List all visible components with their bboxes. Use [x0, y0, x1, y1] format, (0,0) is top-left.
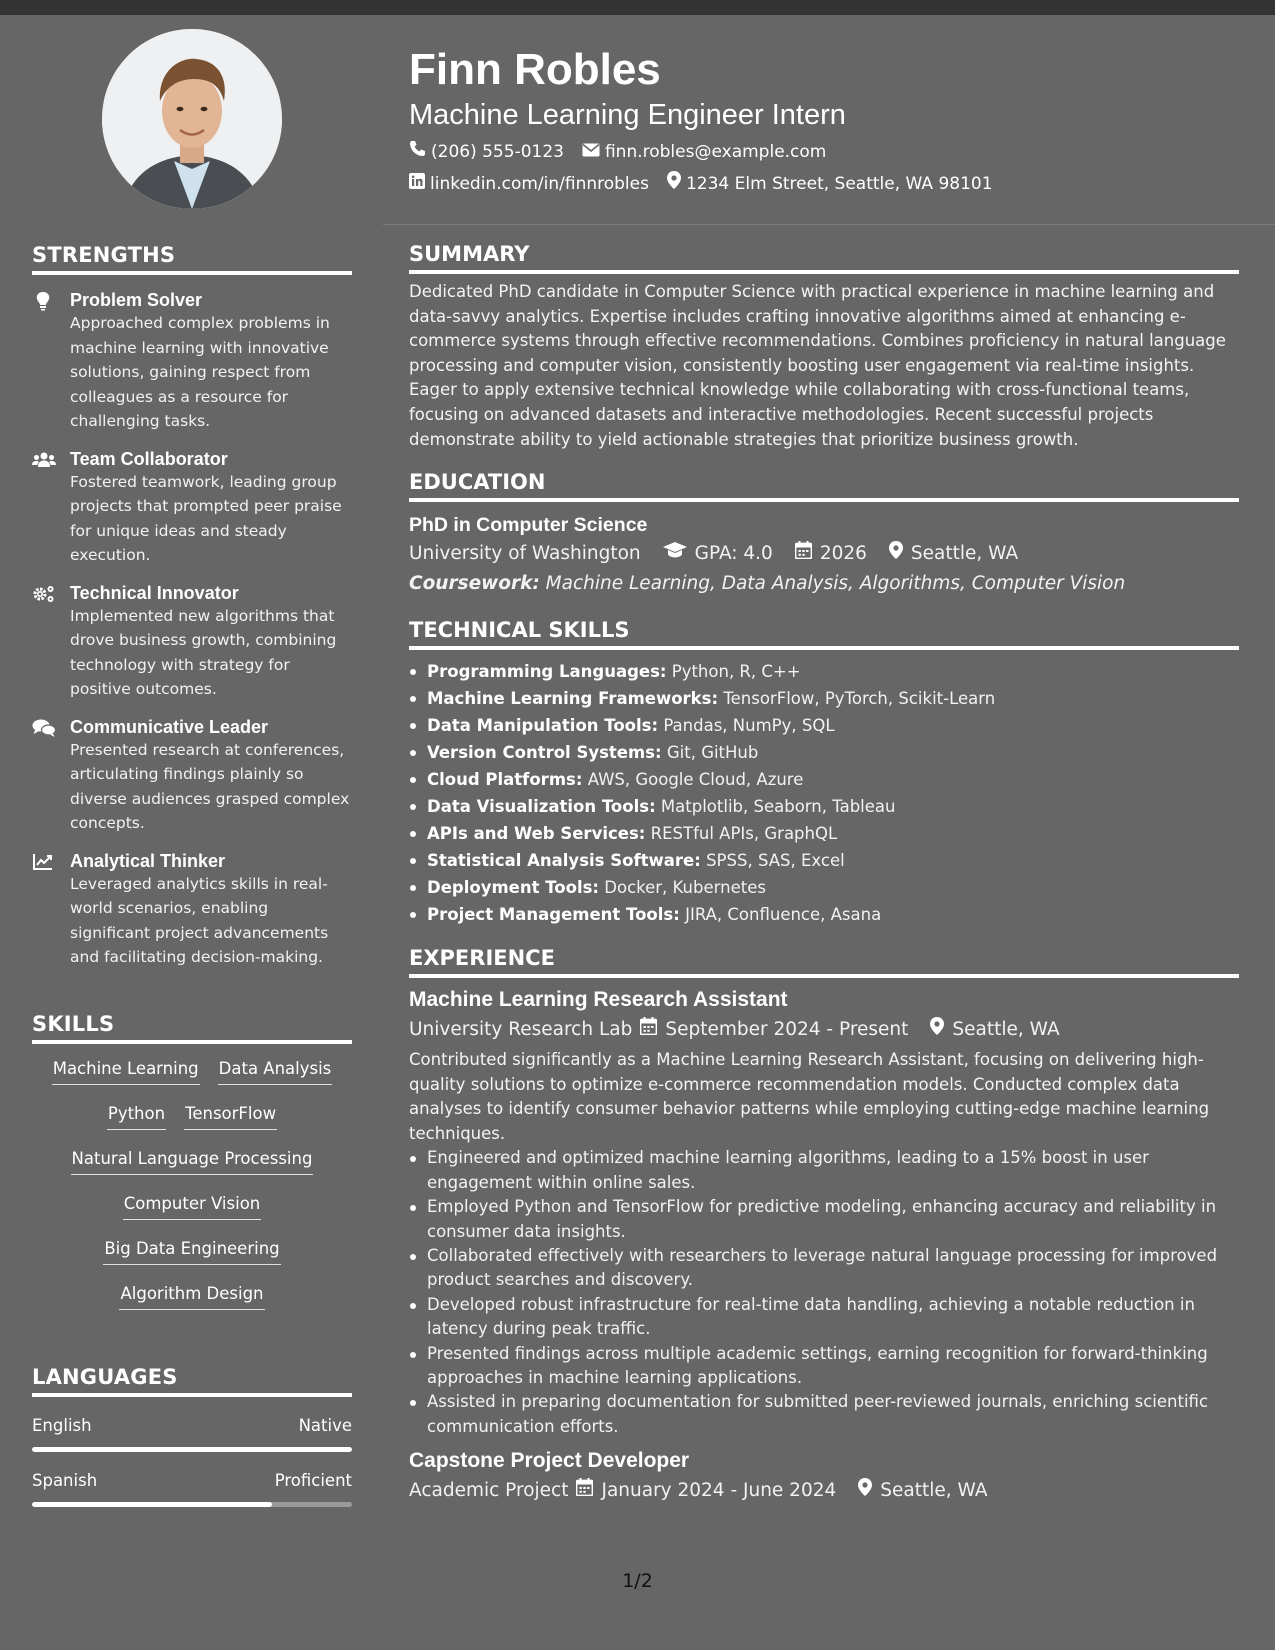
skill-values: Git, GitHub: [666, 743, 759, 762]
candidate-role: Machine Learning Engineer Intern: [409, 99, 846, 131]
top-bar: [0, 0, 1275, 15]
coursework-list: Machine Learning, Data Analysis, Algorithms, Computer Vision: [545, 573, 1126, 594]
skill-chip: Data Analysis: [218, 1058, 333, 1085]
list-item: [409, 901, 1239, 928]
language-name: Spanish: [32, 1471, 98, 1490]
job-description: Contributed significantly as a Machine Learning Research Assistant, focusing on delivering high-quality solutions to optimize e-commerce recommendation models. Conducted complex data analyses to identify consumer behavior patterns while employing cutting-edge machine learning techniques.: [409, 1050, 1210, 1143]
skill-chip: Natural Language Processing: [71, 1148, 314, 1175]
skill-values: TensorFlow, PyTorch, Scikit-Learn: [723, 689, 996, 708]
strength-description: Implemented new algorithms that drove business growth, combining technology with strategy for positive outcomes.: [70, 606, 337, 698]
job-bullets: [409, 1146, 1239, 1439]
header-divider: [383, 224, 1275, 225]
linkedin-text[interactable]: linkedin.com/in/finnrobles: [430, 174, 649, 194]
strengths-section: [32, 243, 352, 970]
skills-row: [32, 1189, 352, 1234]
language-level: Proficient: [274, 1471, 352, 1490]
skills-chips: [32, 1054, 352, 1324]
job-organization: Academic Project: [409, 1480, 569, 1502]
list-item: [409, 793, 1239, 820]
job-organization: University Research Lab: [409, 1019, 633, 1040]
address-contact: [667, 168, 993, 200]
skill-category: Deployment Tools:: [427, 878, 600, 897]
strength-description: Fostered teamwork, leading group projects that prompted peer praise for unique ideas and steady execution.: [70, 472, 342, 564]
skill-values: JIRA, Confluence, Asana: [685, 905, 882, 924]
job-dates: September 2024 - Present: [665, 1019, 909, 1040]
calendar-icon: [576, 1475, 593, 1507]
skills-row: [32, 1234, 352, 1279]
list-item: [409, 658, 1239, 685]
school-name: University of Washington: [409, 543, 641, 564]
list-item: Engineered and optimized machine learning algorithms, leading to a 15% boost in user engagement within online sales.: [409, 1146, 1239, 1195]
coursework-label: Coursework:: [409, 573, 540, 594]
education-section: [409, 470, 1239, 598]
skill-category: Project Management Tools:: [427, 905, 680, 924]
list-item: Developed robust infrastructure for real-time data handling, achieving a notable reduction in latency during peak traffic.: [409, 1293, 1239, 1342]
strength-item: [32, 716, 352, 836]
list-item: Presented findings across multiple academic settings, earning recognition for forward-thinking approaches in machine learning applications.: [409, 1342, 1239, 1391]
linkedin-contact[interactable]: [409, 168, 649, 200]
job-dates: January 2024 - June 2024: [601, 1480, 837, 1502]
list-item: [409, 712, 1239, 739]
degree-title: PhD in Computer Science: [409, 514, 648, 536]
strength-title: Team Collaborator: [70, 448, 228, 469]
skill-category: Programming Languages:: [427, 662, 667, 681]
education-title: EDUCATION: [409, 470, 1239, 502]
skill-category: Version Control Systems:: [427, 743, 662, 762]
strengths-title: STRENGTHS: [32, 243, 352, 275]
map-marker-icon: [667, 168, 681, 200]
graduation-cap-icon: [663, 538, 687, 570]
list-item: [409, 820, 1239, 847]
phone-contact: [409, 136, 564, 168]
skill-chip: Algorithm Design: [119, 1283, 264, 1310]
language-item: [32, 1470, 352, 1507]
resume-header: [409, 40, 1239, 200]
calendar-icon: [640, 1014, 657, 1046]
experience-title: EXPERIENCE: [409, 946, 1239, 978]
list-item: Collaborated effectively with researchers to leverage natural language processing for improved product searches and discovery.: [409, 1244, 1239, 1293]
coursework: [409, 570, 1239, 598]
comments-icon: [32, 718, 56, 738]
skills-row: [32, 1279, 352, 1324]
skill-chip: Big Data Engineering: [103, 1238, 280, 1265]
skills-row: [32, 1144, 352, 1189]
list-item: [409, 874, 1239, 901]
skill-values: Pandas, NumPy, SQL: [663, 716, 835, 735]
list-item: Employed Python and TensorFlow for predictive modeling, enhancing accuracy and reliability in consumer data insights.: [409, 1195, 1239, 1244]
skills-title: SKILLS: [32, 1012, 352, 1044]
gears-icon: [32, 584, 56, 604]
languages-title: LANGUAGES: [32, 1365, 352, 1397]
list-item: [409, 685, 1239, 712]
strength-title: Analytical Thinker: [70, 850, 226, 871]
strength-title: Communicative Leader: [70, 716, 269, 737]
skills-row: [32, 1054, 352, 1099]
chart-line-icon: [32, 852, 56, 872]
skill-category: Data Manipulation Tools:: [427, 716, 659, 735]
skill-category: APIs and Web Services:: [427, 824, 646, 843]
skill-category: Statistical Analysis Software:: [427, 851, 701, 870]
phone-text: (206) 555-0123: [431, 142, 564, 162]
strength-description: Leveraged analytics skills in real-world scenarios, enabling significant project advancements and facilitating decision-making.: [70, 874, 329, 966]
education-meta: [409, 538, 1239, 570]
strength-item: [32, 582, 352, 702]
job-meta: [409, 1475, 1239, 1507]
technical-skills-title: TECHNICAL SKILLS: [409, 618, 1239, 650]
skill-chip: Computer Vision: [123, 1193, 262, 1220]
summary-text: Dedicated PhD candidate in Computer Science with practical experience in machine learning and data-savvy analytics. Expertise includes crafting innovative algorithms aimed at enhancing e-commerce systems through effective recommendations. Combines proficiency in natural language processing and computer vision, consistently boosting user engagement via real-time insights. Eager to apply extensive technical knowledge while collaborating with cross-functional teams, focusing on advanced datasets and interactive methodologies. Recent successful projects demonstrate ability to yield actionable strategies that prioritize business growth.: [409, 282, 1226, 449]
map-marker-icon: [858, 1475, 872, 1507]
list-item: [409, 739, 1239, 766]
skill-category: Data Visualization Tools:: [427, 797, 656, 816]
profile-photo: [102, 29, 282, 209]
job-entry: [409, 986, 1239, 1439]
language-bar: [32, 1447, 352, 1452]
skill-values: Python, R, C++: [671, 662, 801, 681]
strength-item: [32, 850, 352, 970]
skill-category: Machine Learning Frameworks:: [427, 689, 719, 708]
gpa-text: GPA: 4.0: [694, 543, 773, 564]
strength-title: Technical Innovator: [70, 582, 239, 603]
email-text[interactable]: finn.robles@example.com: [604, 142, 827, 162]
skill-values: RESTful APIs, GraphQL: [650, 824, 838, 843]
graduation-year: 2026: [819, 543, 867, 564]
experience-section: [409, 946, 1239, 1507]
address-text: 1234 Elm Street, Seattle, WA 98101: [685, 174, 993, 194]
email-contact[interactable]: [582, 136, 826, 168]
linkedin-icon: [409, 168, 425, 200]
calendar-icon: [795, 538, 812, 570]
skill-values: Matplotlib, Seaborn, Tableau: [660, 797, 896, 816]
contact-row: [409, 136, 1239, 168]
job-title: Capstone Project Developer: [409, 1449, 690, 1473]
map-marker-icon: [930, 1014, 944, 1046]
phone-icon: [409, 136, 426, 168]
job-meta: [409, 1014, 1239, 1046]
page-number: 1/2: [622, 1570, 653, 1592]
skill-values: SPSS, SAS, Excel: [706, 851, 845, 870]
language-level: Native: [298, 1416, 352, 1435]
language-name: English: [32, 1416, 92, 1435]
language-item: [32, 1415, 352, 1452]
job-title: Machine Learning Research Assistant: [409, 988, 788, 1011]
list-item: [409, 847, 1239, 874]
technical-skills-list: [409, 658, 1239, 928]
job-location: Seattle, WA: [952, 1019, 1060, 1040]
candidate-name: Finn Robles: [409, 45, 661, 94]
skill-values: AWS, Google Cloud, Azure: [587, 770, 804, 789]
languages-section: [32, 1365, 352, 1507]
summary-section: [409, 242, 1239, 452]
technical-skills-section: [409, 618, 1239, 928]
envelope-icon: [582, 136, 600, 168]
summary-title: SUMMARY: [409, 242, 1239, 274]
skill-values: Docker, Kubernetes: [604, 878, 766, 897]
strength-description: Presented research at conferences, articulating findings plainly so diverse audiences grasped complex concepts.: [70, 740, 350, 832]
language-bar-fill: [32, 1502, 272, 1507]
skills-row: [32, 1099, 352, 1144]
strength-item: [32, 448, 352, 568]
map-marker-icon: [889, 538, 903, 570]
strength-item: [32, 289, 352, 434]
users-icon: [32, 450, 56, 470]
language-bar: [32, 1502, 352, 1507]
strength-description: Approached complex problems in machine learning with innovative solutions, gaining respect from colleagues as a resource for challenging tasks.: [70, 314, 330, 430]
job-location: Seattle, WA: [880, 1480, 988, 1502]
contact-row: [409, 168, 1239, 200]
language-bar-fill: [32, 1447, 352, 1452]
list-item: [409, 766, 1239, 793]
job-entry: [409, 1447, 1239, 1507]
skill-chip: Machine Learning: [52, 1058, 200, 1085]
education-location: Seattle, WA: [910, 543, 1019, 564]
skill-chip: Python: [107, 1103, 166, 1130]
skills-section: [32, 1012, 352, 1324]
skill-category: Cloud Platforms:: [427, 770, 583, 789]
skill-chip: TensorFlow: [184, 1103, 277, 1130]
lightbulb-icon: [32, 291, 56, 311]
list-item: Assisted in preparing documentation for submitted peer-reviewed journals, enriching scientific communication efforts.: [409, 1390, 1239, 1439]
strength-title: Problem Solver: [70, 290, 203, 310]
